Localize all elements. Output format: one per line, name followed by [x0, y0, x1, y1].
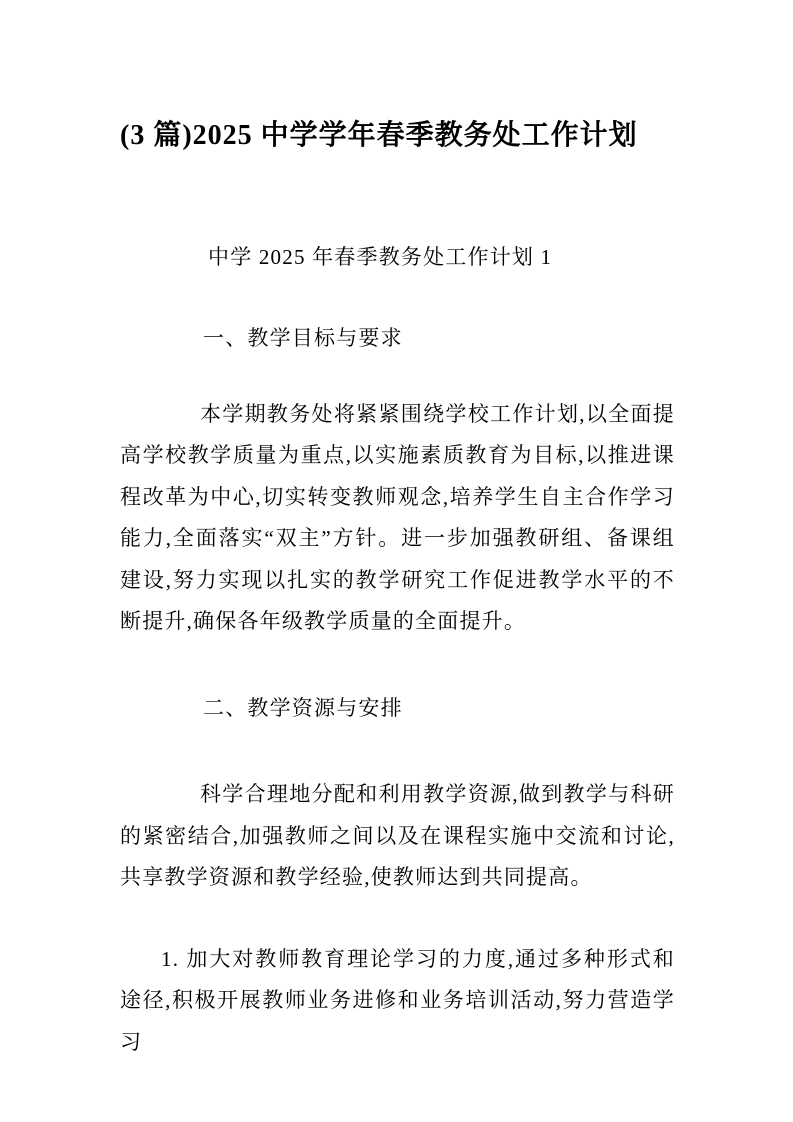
document-title: (3 篇)2025 中学学年春季教务处工作计划 [120, 120, 638, 151]
section-1-paragraph: 本学期教务处将紧紧围绕学校工作计划,以全面提高学校教学质量为重点,以实施素质教育为目标,以推进课程改革为中心,切实转变教师观念,培养学生自主合作学习能力,全面落实“双主”方针。进一步加强教研组、备课组建设,努力实现以扎实的教学研究工作促进教学水平的不断提升,确保各年级教学质量的全面提升。 [120, 401, 675, 633]
section-1-heading: 一、教学目标与要求 [203, 326, 403, 350]
section-2-heading: 二、教学资源与安排 [203, 695, 403, 720]
section-2-paragraph-2: 1. 加大对教师教育理论学习的力度,通过多种形式和途径,积极开展教师业务进修和业务培训活动,努力营造学习 [120, 946, 675, 1054]
document-subtitle: 中学 2025 年春季教务处工作计划 1 [208, 245, 553, 269]
section-2-paragraph-1: 科学合理地分配和利用教学资源,做到教学与科研的紧密结合,加强教师之间以及在课程实施中交流和讨论,共享教学资源和教学经验,使教师达到共同提高。 [120, 782, 675, 889]
